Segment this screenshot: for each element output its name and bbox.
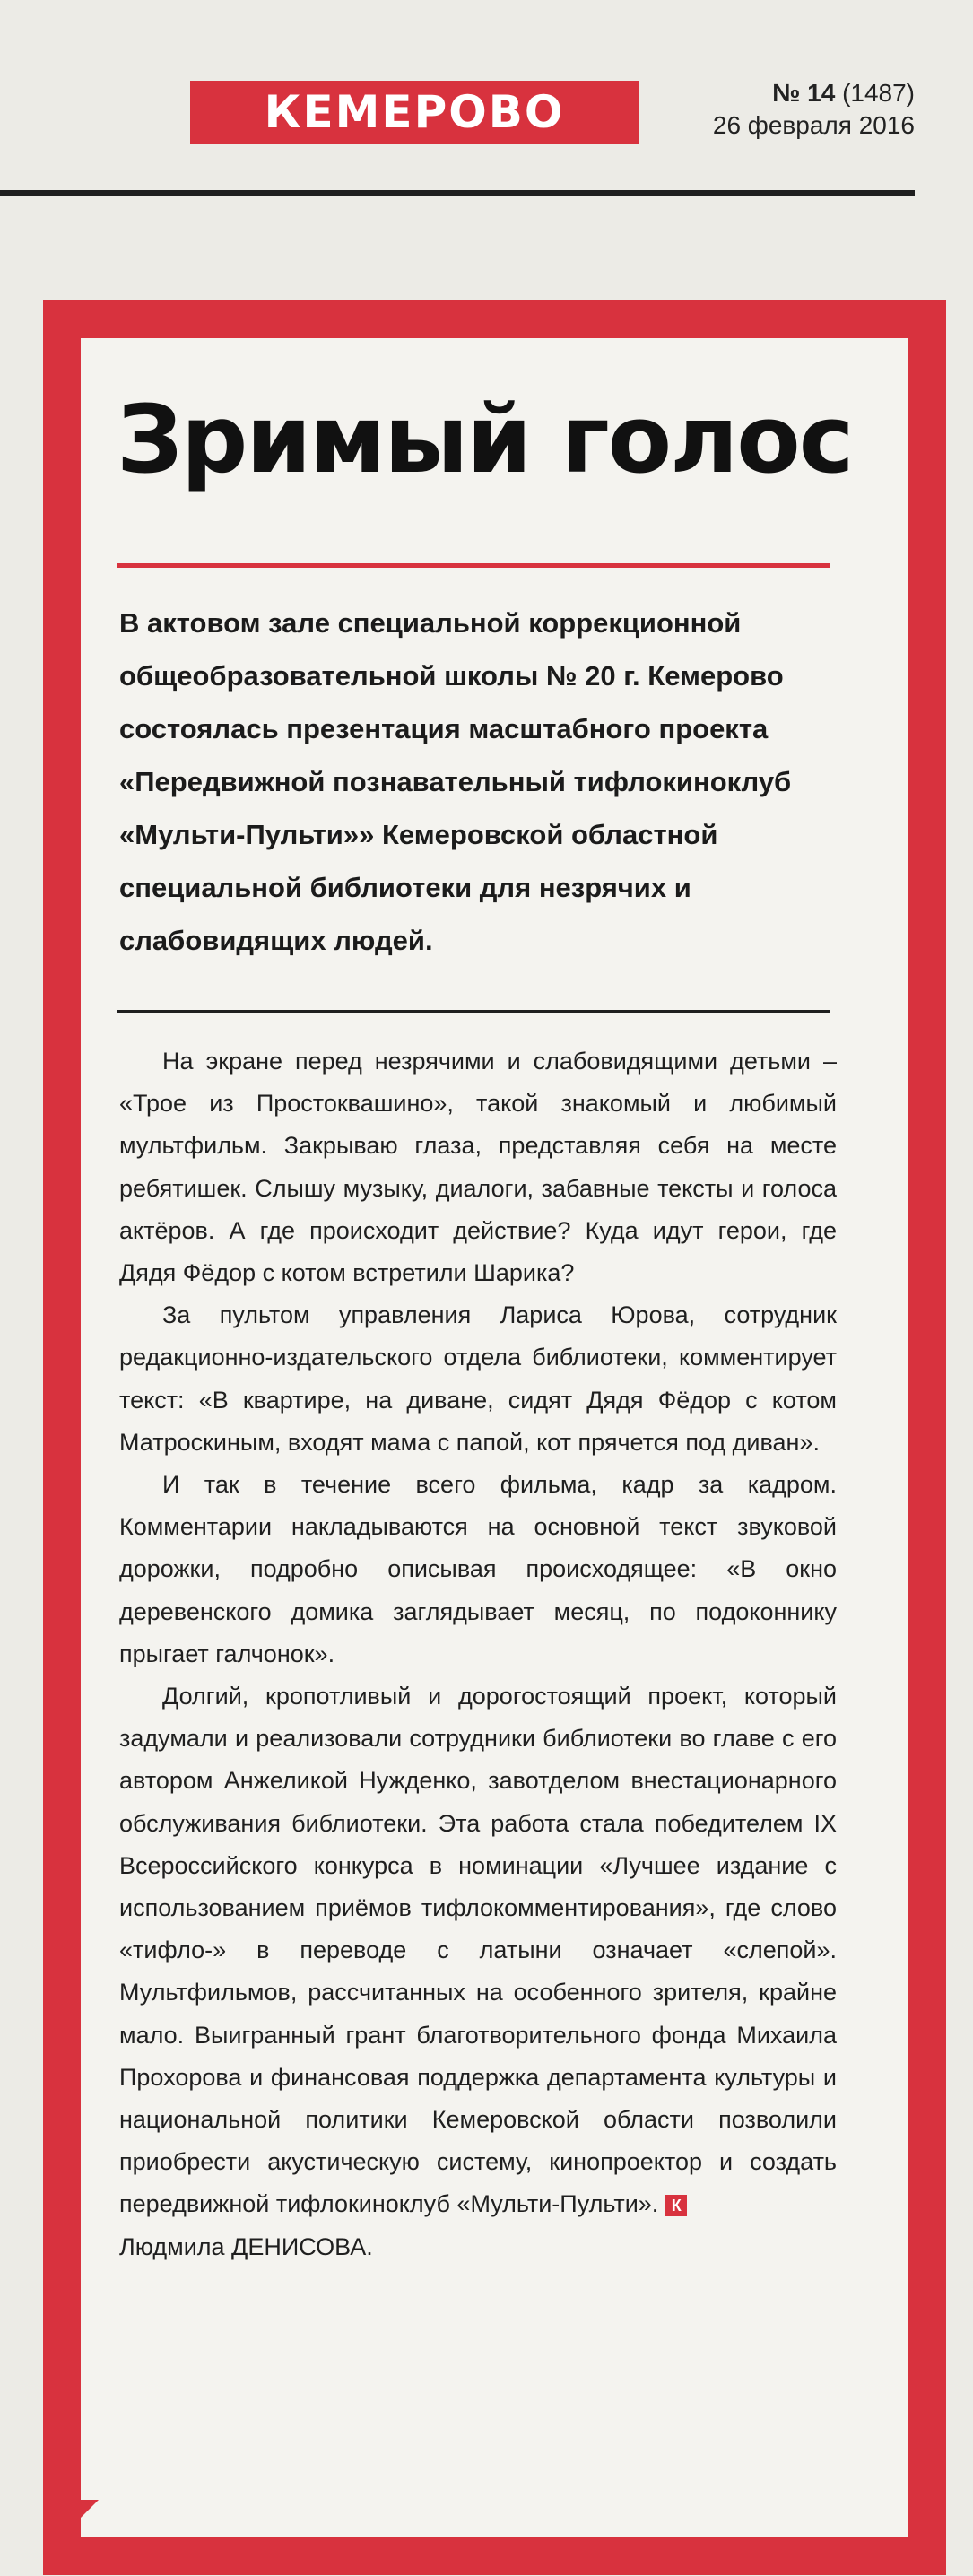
- article-frame-tail: [43, 2500, 99, 2555]
- headline-divider: [117, 563, 830, 568]
- article-paragraph: На экране перед незрячими и слабовидящими детьми – «Трое из Простоквашино», такой знакомый и любимый мультфильм. Закрываю глаза, представляя себя на месте ребятишек. Слышу музыку, диалоги, забавные тексты и голоса актёров. А где происходит действие? Куда идут герои, где Дядя Фёдор с котом встретили Шарика?: [119, 1048, 837, 1287]
- issue-info: [713, 77, 915, 142]
- article-paragraph: За пультом управления Лариса Юрова, сотрудник редакционно-издательского отдела библиотеки, комментирует текст: «В квартире, на диване, сидят Дядя Фёдор с котом Матроскиным, входят мама с папой, кот прячется под диван».: [119, 1301, 837, 1456]
- lead-divider: [117, 1010, 830, 1013]
- article-headline: Зримый голос: [117, 385, 853, 494]
- masthead-logo: КЕМЕРОВО: [190, 81, 639, 144]
- article-lead: В актовом зале специальной коррекционной общеобразовательной школы № 20 г. Кемерово состоялась презентация масштабного проекта «Передвижной познавательный тифлокиноклуб «Мульти-Пульти»» Кемеровской областной специальной библиотеки для незрячих и слабовидящих людей.: [119, 607, 792, 956]
- issue-date: 26 февраля 2016: [712, 111, 915, 139]
- issue-number: № 14: [772, 79, 836, 107]
- article-paragraph-text: Долгий, кропотливый и дорогостоящий проект, который задумали и реализовали сотрудники библиотеки во главе с его автором Анжеликой Нужденко, завотделом внестационарного обслуживания библиотеки. Эта работа стала победителем IX Всероссийского конкурса в номинации «Лучшее издание с использованием приёмов тифлокомментирования», где слово «тифло-» в переводе с латыни означает «слепой». Мультфильмов, рассчитанных на особенного зрителя, крайне мало. Выигранный грант благотворительного фонда Михаила Прохорова и финансовая поддержка департамента культуры и национальной политики Кемеровской области позволили приобрести акустическую систему, кинопроектор и создать передвижной тифлокиноклуб «Мульти-Пульти».: [119, 1683, 837, 2218]
- article-author: Людмила ДЕНИСОВА.: [119, 2232, 373, 2260]
- masthead-divider: [0, 190, 915, 196]
- end-of-article-icon: К: [665, 2195, 687, 2216]
- article-paragraph: И так в течение всего фильма, кадр за кадром. Комментарии накладываются на основной текст звуковой дорожки, подробно описывая происходящее: «В окно деревенского домика заглядывает месяц, по подоконнику прыгает галчонок».: [119, 1471, 837, 1667]
- article-body: [119, 1040, 837, 2268]
- article-paragraph: [119, 1675, 837, 2226]
- issue-total-number: (1487): [842, 79, 915, 107]
